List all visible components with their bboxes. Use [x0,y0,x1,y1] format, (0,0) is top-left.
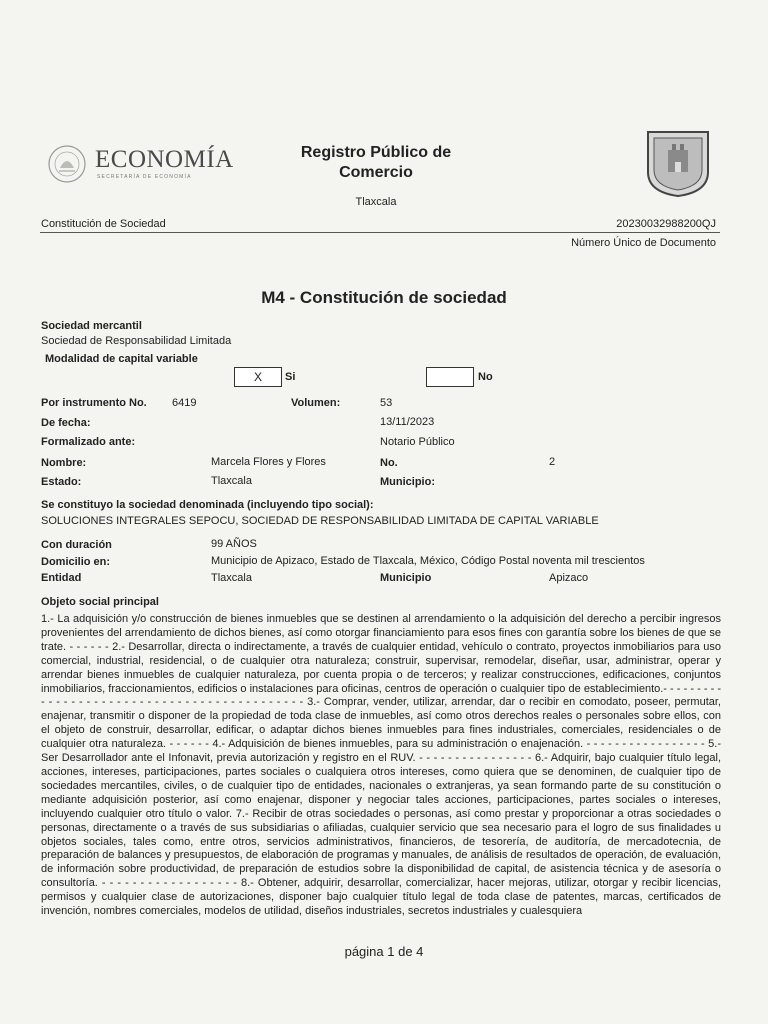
document-number: 20230032988200QJ [616,218,716,230]
company-name-label: Se constituyo la sociedad denominada (incluyendo tipo social): [41,499,374,511]
notary-name-value: Marcela Flores y Flores [211,456,326,468]
formalized-label: Formalizado ante: [41,436,136,448]
domicile-label: Domicilio en: [41,556,111,568]
no-label: No [478,371,493,383]
date-label: De fecha: [41,417,91,429]
formalized-value: Notario Público [380,436,455,448]
instrument-number-value: 6419 [172,397,197,409]
date-value: 13/11/2023 [380,416,435,428]
entity-label: Entidad [41,572,82,584]
corporate-purpose-text: 1.- La adquisición y/o construcción de bienes inmuebles que se destinen al arrendamiento o la adquisición del derecho a percibir ingresos provenientes del arrendamiento de dichos bienes, así como otorgar financiamiento para esos fines con garantía sobre los bienes de que se trate. - - - - - - 2.- Desarrollar, directa o indirectamente, a través de cualquier entidad, vehículo o contrato, proyectos inmobiliarios para uso comercial, industrial, residencial, o de cualquier otra naturaleza; construir, supervisar, remodelar, diseñar, usar, administrar, operar y arrendar bienes inmuebles de cualquier naturaleza, por cuenta propia o de terceros; y realizar construcciones, edificaciones, conjuntos inmobiliarios, fraccionamientos, edificios o instalaciones para oficinas, centros de operación o cualquier tipo de establecimiento.- - - - - - - - - - - - - - - - - - - - - - - - - - - - - - - - - - - - - - - - - - - - 3.- Comprar, vender, utilizar, arrendar, dar o recibir en comodato, poseer, permutar, enajenar, transmitir o disponer de la propiedad de toda clase de inmuebles, así como otros derechos reales o personales sobre ellos, con el objeto de construir, desarrollar, edificar, o adaptar dichos bienes inmuebles para fines industriales, comerciales, residenciales o de cualquier otra naturaleza. - - - - - - 4.- Adquisición de bienes inmuebles, para su administración o enajenación. - - - - - - - - - - - - - - - - - 5.- Ser Desarrollador ante el Infonavit, previa autorización y registro en el RUV. - - - - - - - - - - - - - - - - 6.- Adquirir, bajo cualquier título legal, acciones, intereses, participaciones, partes sociales o cualquiera otros intereses, como quiera que se denominen, de cualquier tipo de sociedades mercantiles, civiles, o de cualquier tipo de entidades, nacionales o extranjeras, ya sean formando parte de su constitución o mediante adquisición posterior, así como enajenar, disponer y negociar tales acciones, participaciones, partes sociales o intereses, incluyendo cualquier otro título o valor. 7.- Recibir de otras sociedades o personas, así como prestar y proporcionar a otras sociedades o personas, directamente o a través de sus subsidiarias o afiliadas, cualquier servicio que sea necesario para el logro de sus finalidades u objetos sociales, tales como, entre otros, servicios administrativos, financieros, de tesorería, de auditoría, de mercadotecnia, de preparación de balances y presupuestos, de elaboración de programas y manuales, de análisis de resultados de operación, de evaluación, de información sobre productividad, de preparación de estudios sobre la disponibilidad de capital, de asistencia técnica y de asesoría o consultoría. - - - - - - - - - - - - - - - - - - 8.- Obtener, adquirir, desarrollar, comercializar, hacer mejoras, utilizar, otorgar y recibir licencias, permisos y cualquier clase de autorizaciones, disponer bajo cualquier título legal de toda clase de patentes, marcas, certificados de invención, nombres comerciales, modelos de utilidad, diseños industriales, secretos industriales y cualesquiera [41,613,721,918]
page-title: M4 - Constitución de sociedad [261,288,507,307]
document-type: Constitución de Sociedad [41,218,166,230]
document-number-label: Número Único de Documento [571,237,716,249]
entity-value: Tlaxcala [211,572,252,584]
municipality-value: Apizaco [549,572,589,584]
si-checkbox[interactable]: X [234,367,282,387]
volume-label: Volumen: [291,397,341,409]
notary-number-label: No. [380,457,398,469]
volume-value: 53 [380,397,393,409]
economia-seal-icon [47,144,87,184]
company-type-label: Sociedad mercantil [41,320,142,332]
notary-name-label: Nombre: [41,457,87,469]
company-type-value: Sociedad de Responsabilidad Limitada [41,335,232,347]
si-label: Si [285,371,296,383]
company-name-value: SOLUCIONES INTEGRALES SEPOCU, SOCIEDAD DE RESPONSABILIDAD LIMITADA DE CAPITAL VARIABLE [41,515,599,527]
instrument-number-label: Por instrumento No. [41,397,147,409]
duration-value: 99 AÑOS [211,538,257,550]
registry-title: Registro Público de Comercio [300,144,452,181]
municipality-label: Municipio [380,572,432,584]
page-number: página 1 de 4 [344,944,424,959]
economia-logo-subtitle: SECRETARÍA DE ECONOMÍA [97,174,192,180]
notary-state-value: Tlaxcala [211,475,252,487]
header-divider [40,232,720,233]
corporate-purpose-label: Objeto social principal [41,596,159,608]
notary-state-label: Estado: [41,476,82,488]
domicile-value: Municipio de Apizaco, Estado de Tlaxcala, México, Código Postal noventa mil trescientos [211,555,645,567]
economia-logo: ECONOMÍA [95,146,234,173]
notary-municipality-label: Municipio: [380,476,435,488]
no-checkbox[interactable] [426,367,474,387]
notary-number-value: 2 [549,456,556,468]
registry-state: Tlaxcala [355,196,397,208]
capital-variable-label: Modalidad de capital variable [45,353,198,365]
tlaxcala-coat-of-arms-icon [640,128,716,198]
duration-label: Con duración [41,539,112,551]
